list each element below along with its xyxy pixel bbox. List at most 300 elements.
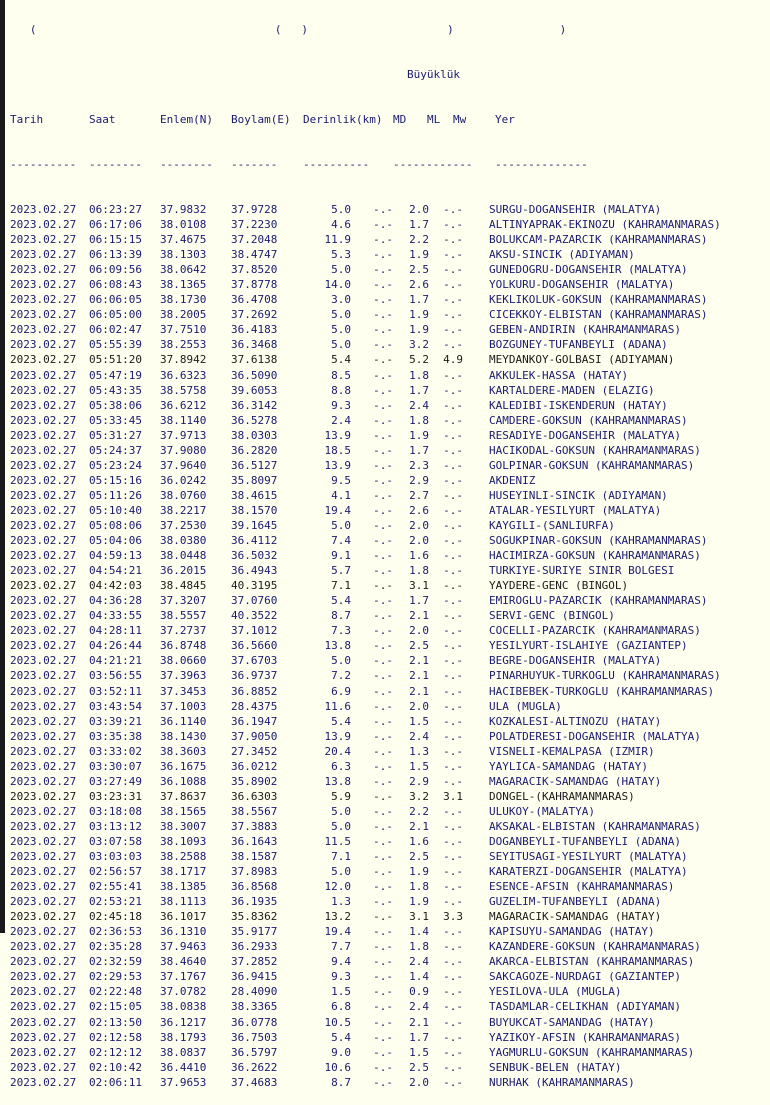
row-date: 2023.02.27 [10, 970, 77, 984]
earthquake-row[interactable] [10, 458, 721, 473]
row-md: -.- [373, 398, 393, 412]
row-ml: 1.8 [409, 413, 429, 427]
row-latitude: 38.1385 [160, 880, 207, 894]
earthquake-row[interactable] [10, 262, 721, 277]
row-ml: 0.9 [409, 985, 429, 999]
row-mw: -.- [443, 534, 463, 548]
row-date: 2023.02.27 [10, 699, 77, 713]
row-mw: -.- [443, 473, 463, 487]
row-md: -.- [373, 789, 393, 803]
row-ml: 1.6 [409, 549, 429, 563]
row-date: 2023.02.27 [10, 1075, 77, 1089]
earthquake-row[interactable] [10, 849, 721, 864]
row-longitude: 37.3883 [231, 819, 278, 833]
row-depth: 13.9 [324, 729, 351, 743]
row-longitude: 38.4747 [231, 248, 278, 262]
row-ml: 2.9 [409, 473, 429, 487]
earthquake-row[interactable] [10, 789, 721, 804]
row-time: 03:52:11 [89, 684, 142, 698]
earthquake-row[interactable] [10, 924, 721, 939]
row-latitude: 38.1730 [160, 293, 207, 307]
earthquake-row[interactable] [10, 879, 721, 894]
row-date: 2023.02.27 [10, 1060, 77, 1074]
earthquake-row[interactable] [10, 744, 721, 759]
row-mw: -.- [443, 218, 463, 232]
row-ml: 2.4 [409, 1000, 429, 1014]
row-date: 2023.02.27 [10, 534, 77, 548]
row-time: 03:07:58 [89, 834, 142, 848]
row-date: 2023.02.27 [10, 895, 77, 909]
earthquake-row[interactable] [10, 834, 721, 849]
separator-row [10, 157, 721, 172]
row-latitude: 36.1310 [160, 925, 207, 939]
row-time: 06:05:00 [89, 308, 142, 322]
row-mw: -.- [443, 413, 463, 427]
row-depth: 5.4 [331, 594, 351, 608]
row-location: NURHAK (KAHRAMANMARAS) [489, 1075, 635, 1089]
earthquake-row[interactable] [10, 699, 721, 714]
row-depth: 13.8 [324, 639, 351, 653]
row-latitude: 36.1088 [160, 774, 207, 788]
row-time: 05:31:27 [89, 428, 142, 442]
row-date: 2023.02.27 [10, 308, 77, 322]
row-latitude: 38.2553 [160, 338, 207, 352]
row-time: 02:15:05 [89, 1000, 142, 1014]
row-date: 2023.02.27 [10, 203, 77, 216]
row-latitude: 38.0838 [160, 1000, 207, 1014]
row-latitude: 38.3603 [160, 744, 207, 758]
row-longitude: 36.5032 [231, 549, 278, 563]
col-header-lat: Enlem(N) [160, 113, 213, 126]
row-date: 2023.02.27 [10, 263, 77, 277]
row-md: -.- [373, 985, 393, 999]
row-longitude: 37.6138 [231, 353, 278, 367]
earthquake-row[interactable] [10, 1075, 721, 1090]
row-md: -.- [373, 278, 393, 292]
row-location: AKDENIZ [489, 473, 536, 487]
row-longitude: 36.5278 [231, 413, 278, 427]
row-location: KOZKALESI-ALTINOZU (HATAY) [489, 714, 662, 728]
row-mw: -.- [443, 865, 463, 879]
row-time: 05:11:26 [89, 488, 142, 502]
row-date: 2023.02.27 [10, 624, 77, 638]
earthquake-row[interactable] [10, 759, 721, 774]
row-location: GEBEN-ANDIRIN (KAHRAMANMARAS) [489, 323, 682, 337]
row-latitude: 38.3007 [160, 819, 207, 833]
row-md: -.- [373, 609, 393, 623]
row-depth: 5.9 [331, 789, 351, 803]
row-longitude: 38.0303 [231, 428, 278, 442]
row-time: 02:55:41 [89, 880, 142, 894]
earthquake-row[interactable] [10, 684, 721, 699]
row-mw: -.- [443, 293, 463, 307]
row-latitude: 38.1093 [160, 834, 207, 848]
row-depth: 5.4 [331, 353, 351, 367]
row-md: -.- [373, 428, 393, 442]
row-longitude: 35.9177 [231, 925, 278, 939]
row-md: -.- [373, 218, 393, 232]
row-mw: -.- [443, 308, 463, 322]
row-md: -.- [373, 684, 393, 698]
earthquake-row[interactable] [10, 1060, 721, 1075]
row-depth: 9.1 [331, 549, 351, 563]
earthquake-row[interactable] [10, 247, 721, 262]
earthquake-row[interactable] [10, 894, 721, 909]
row-mw: -.- [443, 263, 463, 277]
row-latitude: 37.2737 [160, 624, 207, 638]
row-mw: -.- [443, 699, 463, 713]
row-location: KARTALDERE-MADEN (ELAZIG) [489, 383, 655, 397]
row-date: 2023.02.27 [10, 594, 77, 608]
row-time: 03:13:12 [89, 819, 142, 833]
row-md: -.- [373, 308, 393, 322]
row-date: 2023.02.27 [10, 940, 77, 954]
earthquake-row[interactable] [10, 428, 721, 443]
row-longitude: 36.6303 [231, 789, 278, 803]
row-depth: 5.0 [331, 518, 351, 532]
row-date: 2023.02.27 [10, 744, 77, 758]
row-depth: 9.4 [331, 955, 351, 969]
row-location: AKSAKAL-ELBISTAN (KAHRAMANMARAS) [489, 819, 701, 833]
row-latitude: 37.9640 [160, 458, 207, 472]
row-depth: 5.0 [331, 263, 351, 277]
row-latitude: 38.5557 [160, 609, 207, 623]
row-latitude: 36.1140 [160, 714, 207, 728]
row-md: -.- [373, 729, 393, 743]
row-ml: 1.9 [409, 895, 429, 909]
earthquake-row[interactable] [10, 638, 721, 653]
earthquake-row[interactable] [10, 217, 721, 232]
row-md: -.- [373, 564, 393, 578]
row-longitude: 35.8362 [231, 910, 278, 924]
row-time: 02:12:12 [89, 1045, 142, 1059]
earthquake-row[interactable] [10, 533, 721, 548]
row-latitude: 37.9832 [160, 203, 207, 216]
row-location: KALEDIBI-ISKENDERUN (HATAY) [489, 398, 668, 412]
row-latitude: 38.1113 [160, 895, 207, 909]
row-date: 2023.02.27 [10, 910, 77, 924]
row-location: DONGEL-(KAHRAMANMARAS) [489, 789, 635, 803]
row-mw: -.- [443, 564, 463, 578]
row-md: -.- [373, 503, 393, 517]
row-mw: -.- [443, 323, 463, 337]
row-md: -.- [373, 714, 393, 728]
earthquake-row[interactable] [10, 563, 721, 578]
earthquake-row[interactable] [10, 608, 721, 623]
row-latitude: 38.1793 [160, 1030, 207, 1044]
row-ml: 2.5 [409, 1060, 429, 1074]
row-location: BOLUKCAM-PAZARCIK (KAHRAMANMARAS) [489, 233, 708, 247]
earthquake-row[interactable] [10, 653, 721, 668]
row-location: RESADIYE-DOGANSEHIR (MALATYA) [489, 428, 682, 442]
row-mw: -.- [443, 338, 463, 352]
earthquake-row[interactable] [10, 729, 721, 744]
col-header-depth: Derinlik(km) [303, 113, 383, 126]
row-depth: 8.8 [331, 383, 351, 397]
row-time: 02:29:53 [89, 970, 142, 984]
row-md: -.- [373, 488, 393, 502]
earthquake-row[interactable] [10, 503, 721, 518]
row-date: 2023.02.27 [10, 789, 77, 803]
row-date: 2023.02.27 [10, 368, 77, 382]
row-location: SAKCAGOZE-NURDAGI (GAZIANTEP) [489, 970, 682, 984]
row-mw: -.- [443, 985, 463, 999]
row-time: 02:36:53 [89, 925, 142, 939]
earthquake-row[interactable] [10, 804, 721, 819]
earthquake-row[interactable] [10, 277, 721, 292]
row-ml: 1.9 [409, 323, 429, 337]
row-depth: 7.4 [331, 534, 351, 548]
row-md: -.- [373, 579, 393, 593]
row-depth: 18.5 [324, 443, 351, 457]
row-depth: 2.4 [331, 413, 351, 427]
row-location: COCELLI-PAZARCIK (KAHRAMANMARAS) [489, 624, 701, 638]
row-depth: 10.5 [324, 1015, 351, 1029]
row-longitude: 37.9050 [231, 729, 278, 743]
row-md: -.- [373, 834, 393, 848]
row-latitude: 37.9080 [160, 443, 207, 457]
row-time: 03:27:49 [89, 774, 142, 788]
row-md: -.- [373, 880, 393, 894]
row-date: 2023.02.27 [10, 850, 77, 864]
row-latitude: 37.4675 [160, 233, 207, 247]
row-ml: 1.8 [409, 368, 429, 382]
earthquake-row[interactable] [10, 864, 721, 879]
earthquake-row[interactable] [10, 307, 721, 322]
row-ml: 1.9 [409, 428, 429, 442]
earthquake-row[interactable] [10, 352, 721, 367]
row-location: AKARCA-ELBISTAN (KAHRAMANMARAS) [489, 955, 695, 969]
row-location: YAYDERE-GENC (BINGOL) [489, 579, 629, 593]
row-ml: 1.5 [409, 759, 429, 773]
row-time: 04:59:13 [89, 549, 142, 563]
row-longitude: 36.9415 [231, 970, 278, 984]
row-time: 03:33:02 [89, 744, 142, 758]
row-location: KAPISUYU-SAMANDAG (HATAY) [489, 925, 655, 939]
sep-location: -------------- [495, 158, 588, 171]
row-depth: 1.3 [331, 895, 351, 909]
row-md: -.- [373, 293, 393, 307]
row-md: -.- [373, 1015, 393, 1029]
row-date: 2023.02.27 [10, 834, 77, 848]
row-md: -.- [373, 669, 393, 683]
row-time: 06:15:15 [89, 233, 142, 247]
row-latitude: 36.1217 [160, 1015, 207, 1029]
row-md: -.- [373, 383, 393, 397]
row-latitude: 37.1003 [160, 699, 207, 713]
earthquake-row[interactable] [10, 1045, 721, 1060]
row-date: 2023.02.27 [10, 1030, 77, 1044]
row-time: 03:18:08 [89, 804, 142, 818]
earthquake-row[interactable] [10, 383, 721, 398]
row-ml: 2.7 [409, 488, 429, 502]
row-md: -.- [373, 1060, 393, 1074]
row-ml: 2.6 [409, 278, 429, 292]
row-longitude: 36.0212 [231, 759, 278, 773]
row-longitude: 36.0778 [231, 1015, 278, 1029]
row-mw: -.- [443, 368, 463, 382]
row-location: TASDAMLAR-CELIKHAN (ADIYAMAN) [489, 1000, 682, 1014]
row-depth: 5.0 [331, 865, 351, 879]
row-time: 04:26:44 [89, 639, 142, 653]
earthquake-row[interactable] [10, 202, 721, 217]
row-depth: 6.3 [331, 759, 351, 773]
row-depth: 19.4 [324, 503, 351, 517]
earthquake-row[interactable] [10, 623, 721, 638]
earthquake-row[interactable] [10, 292, 721, 307]
row-longitude: 37.1012 [231, 624, 278, 638]
row-location: VISNELI-KEMALPASA (IZMIR) [489, 744, 655, 758]
row-time: 06:09:56 [89, 263, 142, 277]
row-latitude: 38.0448 [160, 549, 207, 563]
earthquake-row[interactable] [10, 398, 721, 413]
row-mw: 4.9 [443, 353, 463, 367]
row-depth: 5.7 [331, 564, 351, 578]
row-longitude: 36.5127 [231, 458, 278, 472]
row-ml: 2.1 [409, 669, 429, 683]
row-ml: 3.1 [409, 579, 429, 593]
earthquake-row[interactable] [10, 939, 721, 954]
row-latitude: 36.1017 [160, 910, 207, 924]
row-md: -.- [373, 443, 393, 457]
row-ml: 2.4 [409, 398, 429, 412]
row-time: 06:02:47 [89, 323, 142, 337]
row-ml: 1.7 [409, 443, 429, 457]
row-ml: 1.9 [409, 865, 429, 879]
row-latitude: 38.2588 [160, 850, 207, 864]
row-latitude: 37.3963 [160, 669, 207, 683]
row-mw: -.- [443, 744, 463, 758]
row-date: 2023.02.27 [10, 413, 77, 427]
sep-depth: ---------- [303, 158, 370, 171]
row-date: 2023.02.27 [10, 338, 77, 352]
row-md: -.- [373, 865, 393, 879]
earthquake-row[interactable] [10, 909, 721, 924]
row-date: 2023.02.27 [10, 503, 77, 517]
row-time: 03:56:55 [89, 669, 142, 683]
row-longitude: 37.8778 [231, 278, 278, 292]
row-latitude: 37.8942 [160, 353, 207, 367]
row-md: -.- [373, 699, 393, 713]
col-header-md: MD [393, 113, 407, 126]
row-date: 2023.02.27 [10, 473, 77, 487]
earthquake-row[interactable] [10, 322, 721, 337]
row-location: YAYLICA-SAMANDAG (HATAY) [489, 759, 648, 773]
row-depth: 5.0 [331, 338, 351, 352]
row-date: 2023.02.27 [10, 549, 77, 563]
row-mw: -.- [443, 1030, 463, 1044]
earthquake-row[interactable] [10, 518, 721, 533]
row-time: 04:36:28 [89, 594, 142, 608]
row-depth: 5.0 [331, 203, 351, 216]
row-date: 2023.02.27 [10, 759, 77, 773]
row-ml: 2.0 [409, 534, 429, 548]
sep-lat: -------- [160, 158, 213, 171]
earthquake-row[interactable] [10, 413, 721, 428]
row-longitude: 36.3142 [231, 398, 278, 412]
earthquake-row[interactable] [10, 969, 721, 984]
row-longitude: 40.3522 [231, 609, 278, 623]
row-time: 06:17:06 [89, 218, 142, 232]
row-depth: 10.6 [324, 1060, 351, 1074]
earthquake-row[interactable] [10, 443, 721, 458]
row-mw: -.- [443, 759, 463, 773]
earthquake-row[interactable] [10, 488, 721, 503]
row-mw: -.- [443, 774, 463, 788]
earthquake-row[interactable] [10, 714, 721, 729]
row-date: 2023.02.27 [10, 774, 77, 788]
row-mw: -.- [443, 609, 463, 623]
row-depth: 6.8 [331, 1000, 351, 1014]
earthquake-row[interactable] [10, 548, 721, 563]
earthquake-row[interactable] [10, 819, 721, 834]
row-date: 2023.02.27 [10, 233, 77, 247]
row-mw: -.- [443, 503, 463, 517]
row-date: 2023.02.27 [10, 518, 77, 532]
row-depth: 1.5 [331, 985, 351, 999]
row-latitude: 36.1675 [160, 759, 207, 773]
earthquake-row[interactable] [10, 1030, 721, 1045]
row-date: 2023.02.27 [10, 278, 77, 292]
row-latitude: 38.1430 [160, 729, 207, 743]
row-mw: -.- [443, 233, 463, 247]
earthquake-row[interactable] [10, 232, 721, 247]
earthquake-row[interactable] [10, 954, 721, 969]
row-time: 03:43:54 [89, 699, 142, 713]
row-mw: 3.3 [443, 910, 463, 924]
earthquake-row[interactable] [10, 473, 721, 488]
row-depth: 5.0 [331, 308, 351, 322]
row-mw: -.- [443, 955, 463, 969]
earthquake-row[interactable] [10, 668, 721, 683]
row-ml: 1.3 [409, 744, 429, 758]
row-date: 2023.02.27 [10, 428, 77, 442]
earthquake-row[interactable] [10, 774, 721, 789]
earthquake-row[interactable] [10, 999, 721, 1014]
row-location: YOLKURU-DOGANSEHIR (MALATYA) [489, 278, 675, 292]
row-mw: -.- [443, 1075, 463, 1089]
row-longitude: 37.2852 [231, 955, 278, 969]
earthquake-row[interactable] [10, 578, 721, 593]
row-latitude: 37.9653 [160, 1075, 207, 1089]
earthquake-row[interactable] [10, 984, 721, 999]
row-longitude: 27.3452 [231, 744, 278, 758]
row-date: 2023.02.27 [10, 248, 77, 262]
earthquake-row[interactable] [10, 1015, 721, 1030]
row-md: -.- [373, 759, 393, 773]
row-mw: -.- [443, 278, 463, 292]
row-time: 05:15:16 [89, 473, 142, 487]
row-longitude: 36.4943 [231, 564, 278, 578]
row-time: 05:08:06 [89, 518, 142, 532]
row-ml: 1.8 [409, 880, 429, 894]
earthquake-row[interactable] [10, 368, 721, 383]
row-time: 05:55:39 [89, 338, 142, 352]
earthquake-row[interactable] [10, 337, 721, 352]
earthquake-row[interactable] [10, 593, 721, 608]
row-mw: -.- [443, 834, 463, 848]
row-md: -.- [373, 458, 393, 472]
row-location: GOLPINAR-GOKSUN (KAHRAMANMARAS) [489, 458, 695, 472]
row-ml: 1.7 [409, 594, 429, 608]
row-md: -.- [373, 654, 393, 668]
row-depth: 9.3 [331, 398, 351, 412]
row-time: 06:06:05 [89, 293, 142, 307]
row-date: 2023.02.27 [10, 383, 77, 397]
row-md: -.- [373, 895, 393, 909]
row-md: -.- [373, 804, 393, 818]
row-mw: -.- [443, 428, 463, 442]
